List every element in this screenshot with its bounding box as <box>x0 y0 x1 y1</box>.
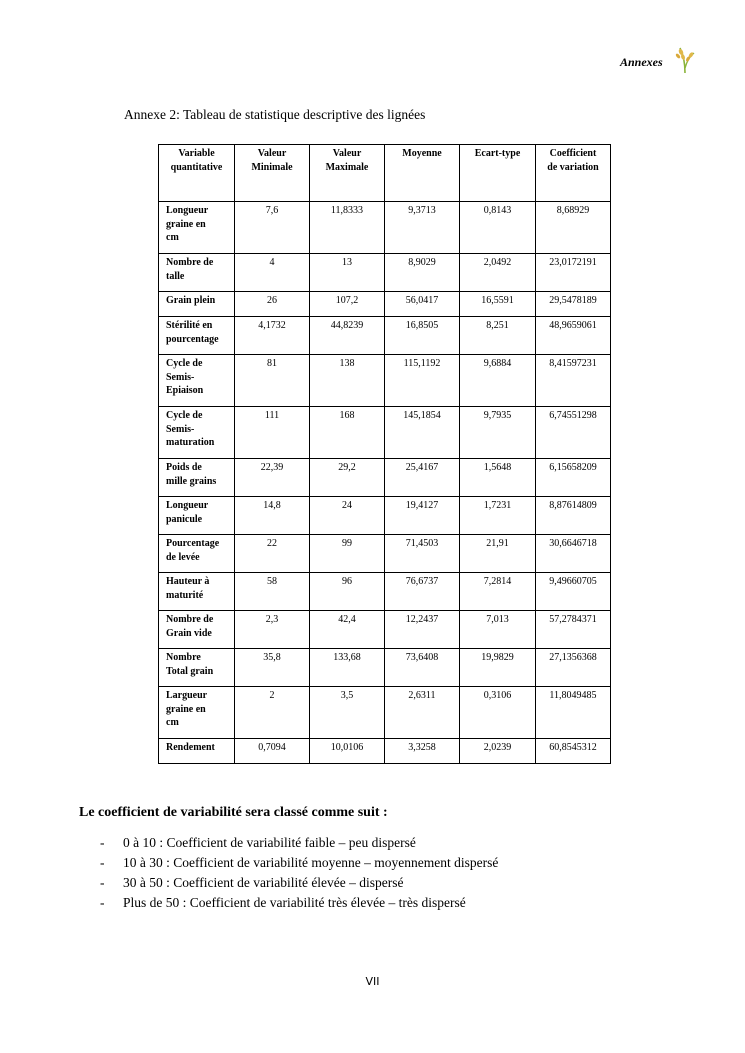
cell-text-line: Coefficient <box>549 148 597 159</box>
mean-value-cell: 3,3258 <box>385 739 460 764</box>
list-bullet: - <box>100 895 105 910</box>
cell-text-line: talle <box>166 270 185 282</box>
table-header-row <box>159 145 611 202</box>
table-row <box>159 407 611 459</box>
sd-value-cell: 7,013 <box>460 611 536 649</box>
cell-text-line: Semis- <box>166 423 195 435</box>
list-item-text: Plus de 50 : Coefficient de variabilité très élevée – très dispersé <box>123 895 466 910</box>
cv-value-cell: 29,5478189 <box>536 292 611 317</box>
mean-value-cell: 19,4127 <box>385 497 460 535</box>
variable-name-cell <box>159 254 235 292</box>
variable-name-cell <box>159 317 235 355</box>
variable-name-cell <box>159 497 235 535</box>
variable-name-cell <box>159 649 235 687</box>
cv-value-cell: 27,1356368 <box>536 649 611 687</box>
col-mean-header <box>385 145 460 202</box>
mean-value-cell: 115,1192 <box>385 355 460 407</box>
min-value-cell: 26 <box>235 292 310 317</box>
page-header <box>586 48 698 80</box>
cell-text-line: Cycle de <box>166 410 203 421</box>
cv-value-cell: 57,2784371 <box>536 611 611 649</box>
cell-text-line: Poids de <box>166 462 202 473</box>
cell-text-line: maturation <box>166 437 215 448</box>
cell-text-line: quantitative <box>170 161 223 173</box>
section-title: Le coefficient de variabilité sera classé comme suit : <box>79 805 388 820</box>
mean-value-cell: 8,9029 <box>385 254 460 292</box>
max-value-cell: 3,5 <box>310 687 385 739</box>
max-value-cell: 24 <box>310 497 385 535</box>
sd-value-cell: 9,6884 <box>460 355 536 407</box>
sd-value-cell: 16,5591 <box>460 292 536 317</box>
cell-text-line: graine en <box>166 703 206 715</box>
mean-value-cell: 2,6311 <box>385 687 460 739</box>
cv-value-cell: 30,6646718 <box>536 535 611 573</box>
cell-text-line: Rendement <box>166 742 215 753</box>
mean-value-cell: 56,0417 <box>385 292 460 317</box>
min-value-cell: 4 <box>235 254 310 292</box>
cell-text-line: Grain plein <box>166 295 216 306</box>
cell-text-line: Semis- <box>166 371 195 383</box>
table-row <box>159 292 611 317</box>
cell-text-line: Ecart-type <box>474 148 521 159</box>
cv-value-cell: 8,68929 <box>536 202 611 254</box>
min-value-cell: 2 <box>235 687 310 739</box>
cell-text-line: panicule <box>166 513 203 525</box>
table-row <box>159 202 611 254</box>
cv-value-cell: 9,49660705 <box>536 573 611 611</box>
sd-value-cell: 21,91 <box>460 535 536 573</box>
mean-value-cell: 145,1854 <box>385 407 460 459</box>
col-max-header <box>310 145 385 202</box>
table-row <box>159 497 611 535</box>
cell-text-line: Nombre de <box>166 614 214 625</box>
min-value-cell: 2,3 <box>235 611 310 649</box>
sd-value-cell: 9,7935 <box>460 407 536 459</box>
variable-name-cell <box>159 573 235 611</box>
list-item <box>100 893 498 913</box>
min-value-cell: 4,1732 <box>235 317 310 355</box>
mean-value-cell: 16,8505 <box>385 317 460 355</box>
min-value-cell: 22,39 <box>235 459 310 497</box>
cv-value-cell: 8,87614809 <box>536 497 611 535</box>
variable-name-cell <box>159 739 235 764</box>
min-value-cell: 14,8 <box>235 497 310 535</box>
max-value-cell: 99 <box>310 535 385 573</box>
max-value-cell: 133,68 <box>310 649 385 687</box>
cell-text-line: Nombre de <box>166 257 214 268</box>
cell-text-line: de variation <box>547 161 599 173</box>
cv-value-cell: 6,74551298 <box>536 407 611 459</box>
cell-text-line: Epiaison <box>166 385 204 396</box>
sd-value-cell: 2,0239 <box>460 739 536 764</box>
sd-value-cell: 19,9829 <box>460 649 536 687</box>
cv-value-cell: 11,8049485 <box>536 687 611 739</box>
variable-name-cell <box>159 611 235 649</box>
list-item-text: 0 à 10 : Coefficient de variabilité faible – peu dispersé <box>123 835 416 850</box>
mean-value-cell: 73,6408 <box>385 649 460 687</box>
sd-value-cell: 2,0492 <box>460 254 536 292</box>
cell-text-line: Longueur <box>166 205 209 216</box>
mean-value-cell: 71,4503 <box>385 535 460 573</box>
list-item <box>100 833 498 853</box>
table-row <box>159 687 611 739</box>
list-item-text: 10 à 30 : Coefficient de variabilité moyenne – moyennement dispersé <box>123 855 499 870</box>
list-item <box>100 873 498 893</box>
cell-text-line: Minimale <box>251 161 293 173</box>
max-value-cell: 29,2 <box>310 459 385 497</box>
mean-value-cell: 25,4167 <box>385 459 460 497</box>
mean-value-cell: 9,3713 <box>385 202 460 254</box>
cell-text-line: Grain vide <box>166 627 212 639</box>
wheat-sprig-icon <box>674 44 696 74</box>
list-bullet: - <box>100 835 105 850</box>
cv-value-cell: 23,0172191 <box>536 254 611 292</box>
min-value-cell: 0,7094 <box>235 739 310 764</box>
table-row <box>159 254 611 292</box>
cell-text-line: cm <box>166 717 179 728</box>
max-value-cell: 10,0106 <box>310 739 385 764</box>
table-caption: Annexe 2: Tableau de statistique descriptive des lignées <box>124 107 426 122</box>
mean-value-cell: 76,6737 <box>385 573 460 611</box>
list-item-text: 30 à 50 : Coefficient de variabilité élevée – dispersé <box>123 875 404 890</box>
cell-text-line: cm <box>166 232 179 243</box>
table-row <box>159 459 611 497</box>
cell-text-line: de levée <box>166 551 200 563</box>
sd-value-cell: 0,8143 <box>460 202 536 254</box>
sd-value-cell: 1,7231 <box>460 497 536 535</box>
cell-text-line: Total grain <box>166 665 214 677</box>
table-row <box>159 535 611 573</box>
max-value-cell: 96 <box>310 573 385 611</box>
cell-text-line: maturité <box>166 589 204 601</box>
cell-text-line: Valeur <box>332 148 362 159</box>
list-bullet: - <box>100 855 105 870</box>
sd-value-cell: 0,3106 <box>460 687 536 739</box>
max-value-cell: 44,8239 <box>310 317 385 355</box>
variable-name-cell <box>159 687 235 739</box>
sd-value-cell: 1,5648 <box>460 459 536 497</box>
table-row <box>159 573 611 611</box>
col-sd-header <box>460 145 536 202</box>
cell-text-line: Largueur <box>166 690 208 701</box>
variable-name-cell <box>159 459 235 497</box>
sd-value-cell: 7,2814 <box>460 573 536 611</box>
col-min-header <box>235 145 310 202</box>
variable-name-cell <box>159 535 235 573</box>
cell-text-line: Hauteur à <box>166 576 210 587</box>
header-title: Annexes <box>620 55 663 69</box>
max-value-cell: 107,2 <box>310 292 385 317</box>
variable-name-cell <box>159 355 235 407</box>
table-row <box>159 649 611 687</box>
cell-text-line: Maximale <box>325 161 369 173</box>
max-value-cell: 11,8333 <box>310 202 385 254</box>
cv-value-cell: 60,8545312 <box>536 739 611 764</box>
list-item <box>100 853 498 873</box>
min-value-cell: 111 <box>235 407 310 459</box>
max-value-cell: 138 <box>310 355 385 407</box>
table-row <box>159 355 611 407</box>
cv-value-cell: 8,41597231 <box>536 355 611 407</box>
cell-text-line: Variable <box>178 148 215 159</box>
list-bullet: - <box>100 875 105 890</box>
cell-text-line: Moyenne <box>402 148 442 159</box>
max-value-cell: 42,4 <box>310 611 385 649</box>
table-row <box>159 739 611 764</box>
variable-name-cell <box>159 202 235 254</box>
cell-text-line: mille grains <box>166 475 217 487</box>
sd-value-cell: 8,251 <box>460 317 536 355</box>
variable-name-cell <box>159 407 235 459</box>
table-row <box>159 317 611 355</box>
min-value-cell: 58 <box>235 573 310 611</box>
cv-value-cell: 48,9659061 <box>536 317 611 355</box>
min-value-cell: 7,6 <box>235 202 310 254</box>
variability-class-list <box>100 833 498 913</box>
cell-text-line: Pourcentage <box>166 538 220 549</box>
mean-value-cell: 12,2437 <box>385 611 460 649</box>
cell-text-line: Nombre <box>166 652 201 663</box>
page-number: VII <box>365 975 380 988</box>
col-variable-header <box>159 145 235 202</box>
cell-text-line: pourcentage <box>166 333 219 345</box>
cell-text-line: Cycle de <box>166 358 203 369</box>
col-cv-header <box>536 145 611 202</box>
cell-text-line: graine en <box>166 218 206 230</box>
cv-value-cell: 6,15658209 <box>536 459 611 497</box>
cell-text-line: Longueur <box>166 500 209 511</box>
cell-text-line: Stérilité en <box>166 320 213 331</box>
table-row <box>159 611 611 649</box>
max-value-cell: 168 <box>310 407 385 459</box>
max-value-cell: 13 <box>310 254 385 292</box>
min-value-cell: 35,8 <box>235 649 310 687</box>
descriptive-stats-table <box>158 144 611 764</box>
min-value-cell: 81 <box>235 355 310 407</box>
min-value-cell: 22 <box>235 535 310 573</box>
cell-text-line: Valeur <box>257 148 287 159</box>
variable-name-cell <box>159 292 235 317</box>
